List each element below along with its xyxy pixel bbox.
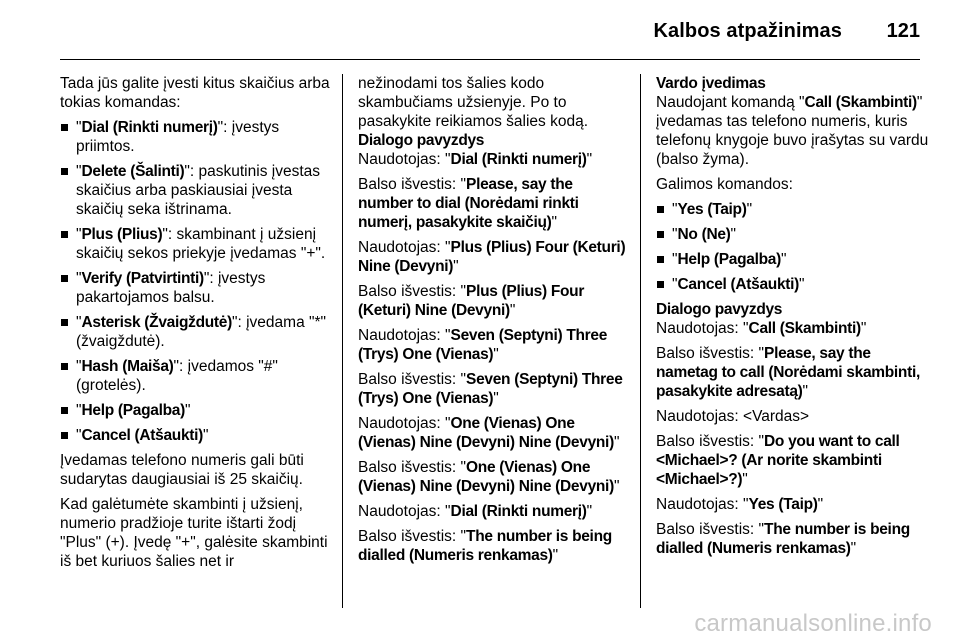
dialog-text: Seven (Septyni) Three (Trys) One (Vienas) xyxy=(358,327,608,363)
list-item: "Cancel (Atšaukti)" xyxy=(60,426,335,445)
dialog-text: Please, say the number to dial (Norėdami rinkti numerį, pasakykite skaičių) xyxy=(358,176,579,231)
column-divider-1 xyxy=(342,74,343,608)
list-item: "Dial (Rinkti numerį)": įvestys priimtos. xyxy=(60,118,335,156)
command-name: Plus (Plius) xyxy=(81,226,163,243)
dialog-speaker: Naudotojas: xyxy=(358,239,446,256)
column-2 xyxy=(358,74,630,571)
command-desc: : skambinant į užsienį skaičių sekos priekyje įvedamas "+". xyxy=(76,226,326,262)
dialog-line xyxy=(656,407,934,426)
watermark: carmanualsonline.info xyxy=(694,610,932,637)
dialog-speaker: Balso išvestis: xyxy=(656,345,759,362)
dialog-speaker: Naudotojas: xyxy=(358,327,446,344)
list-item: "No (Ne)" xyxy=(656,225,934,244)
command-desc: : įvedama "*" (žvaigždutė). xyxy=(76,314,327,350)
list-item: "Plus (Plius)": skambinant į užsienį skaičių sekos priekyje įvedamas "+". xyxy=(60,225,335,263)
dialog-text: Call (Skambinti) xyxy=(748,320,861,337)
command-desc: : įvestys priimtos. xyxy=(76,119,280,155)
header-divider xyxy=(60,59,920,60)
dialog-speaker: Balso išvestis: xyxy=(358,459,461,476)
dialog-speaker: Naudotojas: xyxy=(358,415,446,432)
dialog-speaker: Naudotojas: xyxy=(358,151,446,168)
command-name: Delete (Šalinti) xyxy=(81,163,185,180)
dialog-speaker: Naudotojas: xyxy=(656,408,744,425)
page-number: 121 xyxy=(886,20,920,42)
dialog-line: Balso išvestis: "Plus (Plius) Four (Keturi) Nine (Devyni)" xyxy=(358,283,585,319)
text-run: Naudojant komandą " xyxy=(656,94,805,111)
dialog-text: Dial (Rinkti numerį) xyxy=(450,151,587,168)
dialog-line: Naudotojas: "Plus (Plius) Four (Keturi) Nine (Devyni)" xyxy=(358,239,626,275)
section-heading: Dialogo pavyzdys xyxy=(656,301,783,318)
dialog-text: Do you want to call <Michael>? (Ar norite skambinti <Michael>?) xyxy=(656,433,900,488)
dialog-speaker: Naudotojas: xyxy=(656,320,744,337)
dialog-text: Plus (Plius) Four (Keturi) Nine (Devyni) xyxy=(358,283,585,319)
dialog-speaker: Balso išvestis: xyxy=(358,528,461,545)
command-name: No (Ne) xyxy=(677,226,731,243)
dialog-text: Dial (Rinkti numerį) xyxy=(450,503,587,520)
dialog-text: One (Vienas) One (Vienas) Nine (Devyni) Nine (Devyni) xyxy=(358,415,614,451)
column-3 xyxy=(656,74,934,564)
text-run: " įvedamas tas telefono numeris, kuris telefonų knygoje buvo įrašytas su vardu (balso žyma). xyxy=(656,94,929,168)
dialog-text: Seven (Septyni) Three (Trys) One (Vienas) xyxy=(358,371,623,407)
list-item: "Verify (Patvirtinti)": įvestys pakartojamos balsu. xyxy=(60,269,335,307)
command-list xyxy=(60,118,335,445)
command-desc: : įvedamos "#" (grotelės). xyxy=(76,358,278,394)
body-paragraph: nežinodami tos šalies kodo skambučiams užsienyje. Po to pasakykite reikiamos šalies kodą. xyxy=(358,75,589,130)
command-name: Help (Pagalba) xyxy=(677,251,781,268)
command-name: Cancel (Atšaukti) xyxy=(81,427,204,444)
dialog-speaker: Balso išvestis: xyxy=(656,433,759,450)
page-header xyxy=(0,0,960,60)
dialog-text: Please, say the nametag to call (Norėdami skambinti, pasakykite adresatą) xyxy=(656,345,920,400)
dialog-line: Balso išvestis: "Please, say the number to dial (Norėdami rinkti numerį, pasakykite skaičių)" xyxy=(358,176,579,231)
command-name: Verify (Patvirtinti) xyxy=(81,270,204,287)
command-name: Dial (Rinkti numerį) xyxy=(81,119,218,136)
command-name: Call (Skambinti) xyxy=(804,94,917,111)
dialog-line: Naudotojas: "Call (Skambinti)" xyxy=(656,320,867,337)
command-name: Cancel (Atšaukti) xyxy=(677,276,800,293)
dialog-text: Yes (Taip) xyxy=(748,496,818,513)
dialog-line: Balso išvestis: "The number is being dialled (Numeris renkamas)" xyxy=(358,528,612,564)
command-list xyxy=(656,200,934,294)
dialog-text: <Vardas> xyxy=(743,408,810,425)
dialog-text: The number is being dialled (Numeris renkamas) xyxy=(358,528,612,564)
dialog-speaker: Balso išvestis: xyxy=(656,521,759,538)
dialog-line: Balso išvestis: "The number is being dialled (Numeris renkamas)" xyxy=(656,521,910,557)
command-desc: : įvestys pakartojamos balsu. xyxy=(76,270,266,306)
list-item: "Yes (Taip)" xyxy=(656,200,934,219)
dialog-line: Balso išvestis: "Please, say the nametag to call (Norėdami skambinti, pasakykite adresatą)" xyxy=(656,345,920,400)
command-name: Asterisk (Žvaigždutė) xyxy=(81,314,232,331)
dialog-line: Naudotojas: "Yes (Taip)" xyxy=(656,496,824,513)
page-title: Kalbos atpažinimas xyxy=(653,20,842,42)
dialog-text: One (Vienas) One (Vienas) Nine (Devyni) Nine (Devyni) xyxy=(358,459,614,495)
section-heading: Dialogo pavyzdys xyxy=(358,132,485,149)
command-desc: : paskutinis įvestas skaičius arba paskiausiai įvesta skaičių seka ištrinama. xyxy=(76,163,320,218)
intro-paragraph: Tada jūs galite įvesti kitus skaičius arba tokias komandas: xyxy=(60,75,330,111)
command-name: Yes (Taip) xyxy=(677,201,747,218)
body-paragraph xyxy=(656,93,934,169)
dialog-speaker: Balso išvestis: xyxy=(358,371,461,388)
command-name: Help (Pagalba) xyxy=(81,402,185,419)
dialog-line: Balso išvestis: "Do you want to call <Michael>? (Ar norite skambinti <Michael>?)" xyxy=(656,433,900,488)
dialog-line: Balso išvestis: "One (Vienas) One (Vienas) Nine (Devyni) Nine (Devyni)" xyxy=(358,459,620,495)
list-item: "Delete (Šalinti)": paskutinis įvestas skaičius arba paskiausiai įvesta skaičių seka ištrinama. xyxy=(60,162,335,219)
list-item: "Asterisk (Žvaigždutė)": įvedama "*" (žvaigždutė). xyxy=(60,313,335,351)
dialog-speaker: Naudotojas: xyxy=(358,503,446,520)
dialog-text: The number is being dialled (Numeris renkamas) xyxy=(656,521,910,557)
command-name: Hash (Maiša) xyxy=(81,358,174,375)
dialog-line: Balso išvestis: "Seven (Septyni) Three (Trys) One (Vienas)" xyxy=(358,371,623,407)
dialog-line: Naudotojas: "Dial (Rinkti numerį)" xyxy=(358,151,593,168)
list-item: "Help (Pagalba)" xyxy=(60,401,335,420)
dialog-speaker: Naudotojas: xyxy=(656,496,744,513)
column-1 xyxy=(60,74,335,577)
list-item: "Help (Pagalba)" xyxy=(656,250,934,269)
body-paragraph: Galimos komandos: xyxy=(656,176,793,193)
body-paragraph: Įvedamas telefono numeris gali būti sudarytas daugiausiai iš 25 skaičių. xyxy=(60,452,304,488)
dialog-line: Naudotojas: "Dial (Rinkti numerį)" xyxy=(358,503,593,520)
list-item: "Hash (Maiša)": įvedamos "#" (grotelės). xyxy=(60,357,335,395)
body-paragraph: Kad galėtumėte skambinti į užsienį, numerio pradžioje turite ištarti žodį "Plus" (+). Įvedę "+", galėsite skambinti iš bet kuriuos šalies net ir xyxy=(60,496,328,570)
list-item: "Cancel (Atšaukti)" xyxy=(656,275,934,294)
dialog-line: Naudotojas: "One (Vienas) One (Vienas) Nine (Devyni) Nine (Devyni)" xyxy=(358,415,620,451)
dialog-line: Naudotojas: "Seven (Septyni) Three (Trys) One (Vienas)" xyxy=(358,327,608,363)
section-heading: Vardo įvedimas xyxy=(656,75,766,92)
dialog-speaker: Balso išvestis: xyxy=(358,283,461,300)
dialog-text: Plus (Plius) Four (Keturi) Nine (Devyni) xyxy=(358,239,626,275)
column-divider-2 xyxy=(640,74,641,608)
dialog-speaker: Balso išvestis: xyxy=(358,176,461,193)
